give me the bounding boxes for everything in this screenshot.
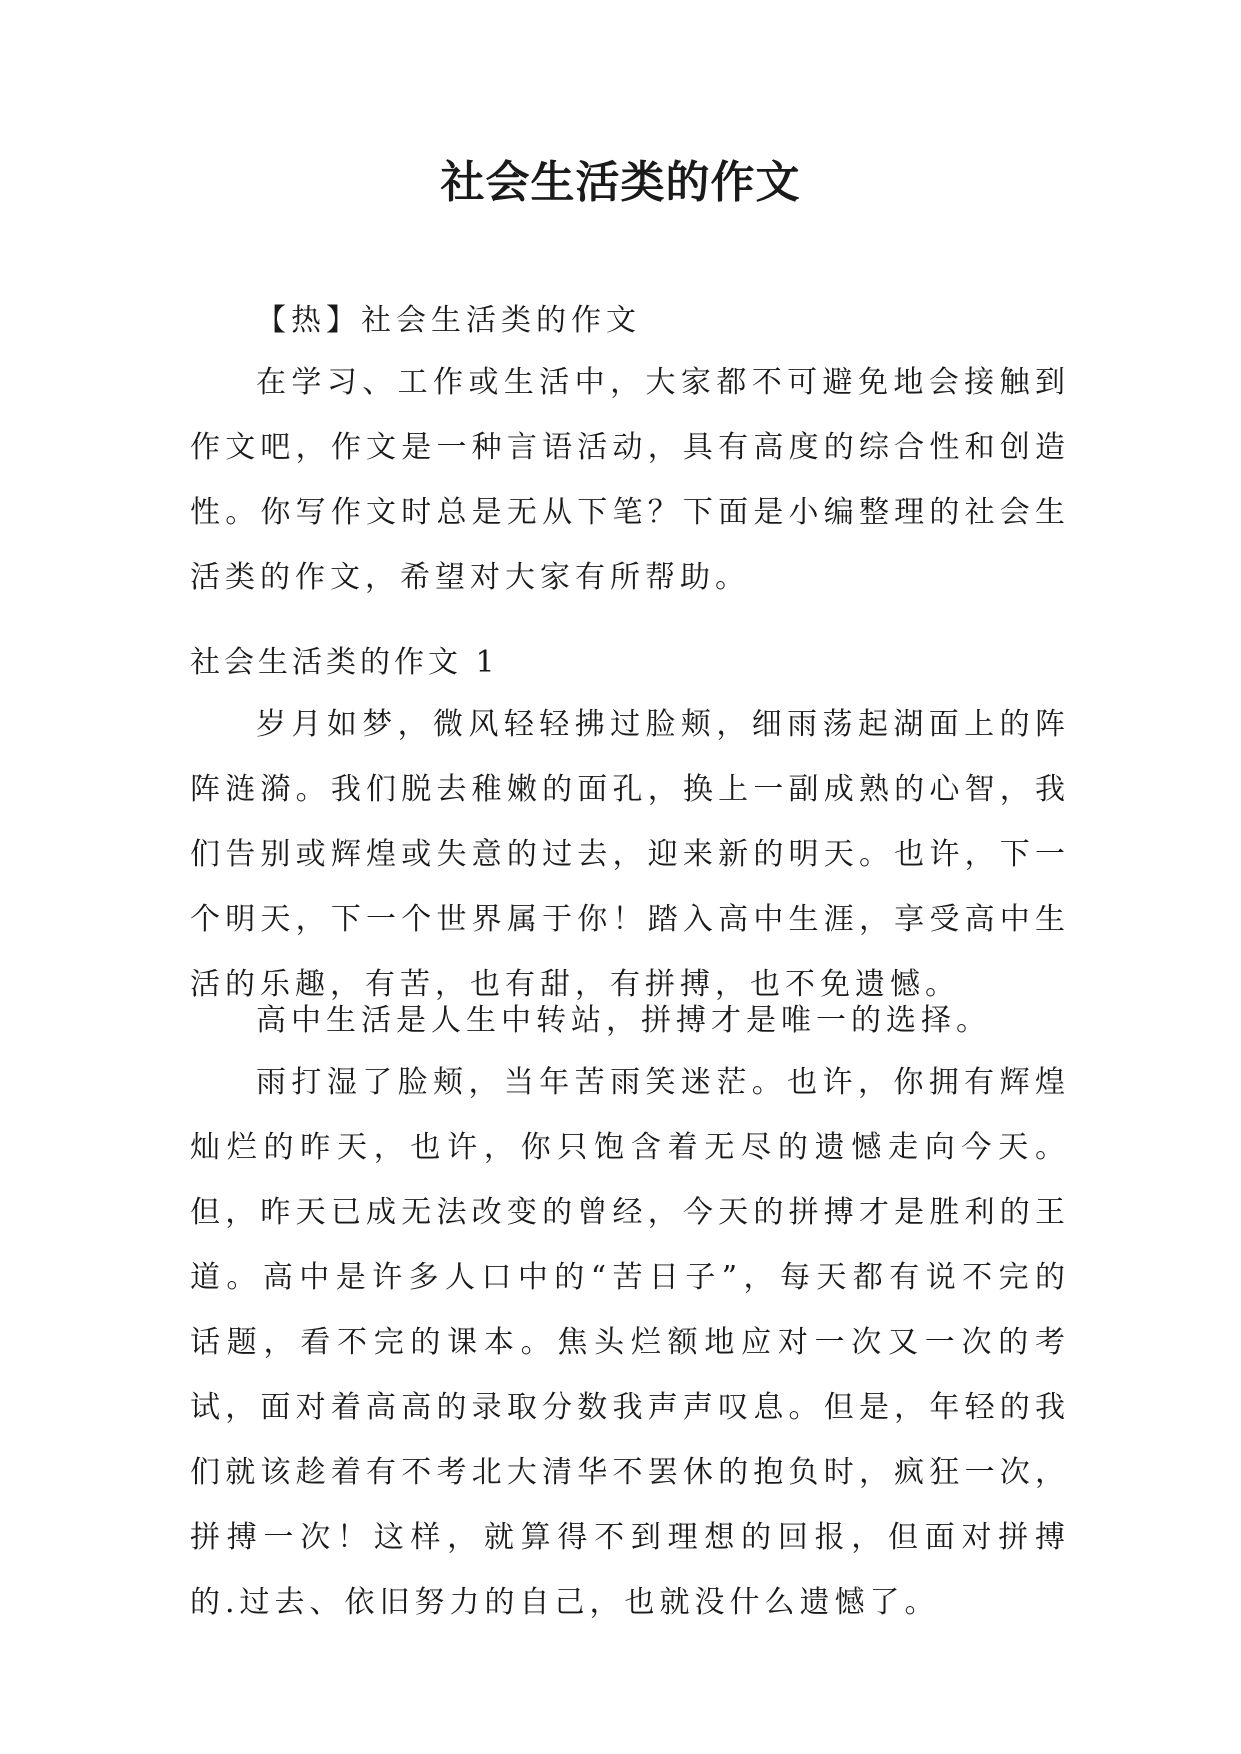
intro-paragraph: 在学习、工作或生活中，大家都不可避免地会接触到作文吧，作文是一种言语活动，具有高度的综合性和创造性。你写作文时总是无从下笔？下面是小编整理的社会生活类的作文，希望对大家有所帮助。 xyxy=(190,365,1070,595)
essay-paragraph-1: 岁月如梦，微风轻轻拂过脸颊，细雨荡起湖面上的阵阵涟漪。我们脱去稚嫩的面孔，换上一副成熟的心智，我们告别或辉煌或失意的过去，迎来新的明天。也许，下一个明天，下一个世界属于你！踏入高中生涯，享受高中生活的乐趣，有苦，也有甜，有拼搏，也不免遗憾。 xyxy=(190,707,1070,1002)
essay-heading: 社会生活类的作文 1 xyxy=(190,645,499,680)
lead-heading: 【热】社会生活类的作文 xyxy=(256,303,641,338)
essay-paragraph-3: 雨打湿了脸颊，当年苦雨笑迷茫。也许，你拥有辉煌灿烂的昨天，也许，你只饱含着无尽的遗憾走向今天。但，昨天已成无法改变的曾经，今天的拼搏才是胜利的王道。高中是许多人口中的“苦日子”，每天都有说不完的话题，看不完的课本。焦头烂额地应对一次又一次的考试，面对着高高的录取分数我声声叹息。但是，年轻的我们就该趁着有不考北大清华不罢休的抱负时，疯狂一次，拼搏一次！这样，就算得不到理想的回报，但面对拼搏的.过去、依旧努力的自己，也就没什么遗憾了。 xyxy=(190,1065,1070,1620)
essay-paragraph-2: 高中生活是人生中转站，拼搏才是唯一的选择。 xyxy=(256,1003,991,1038)
document-title: 社会生活类的作文 xyxy=(440,157,801,208)
